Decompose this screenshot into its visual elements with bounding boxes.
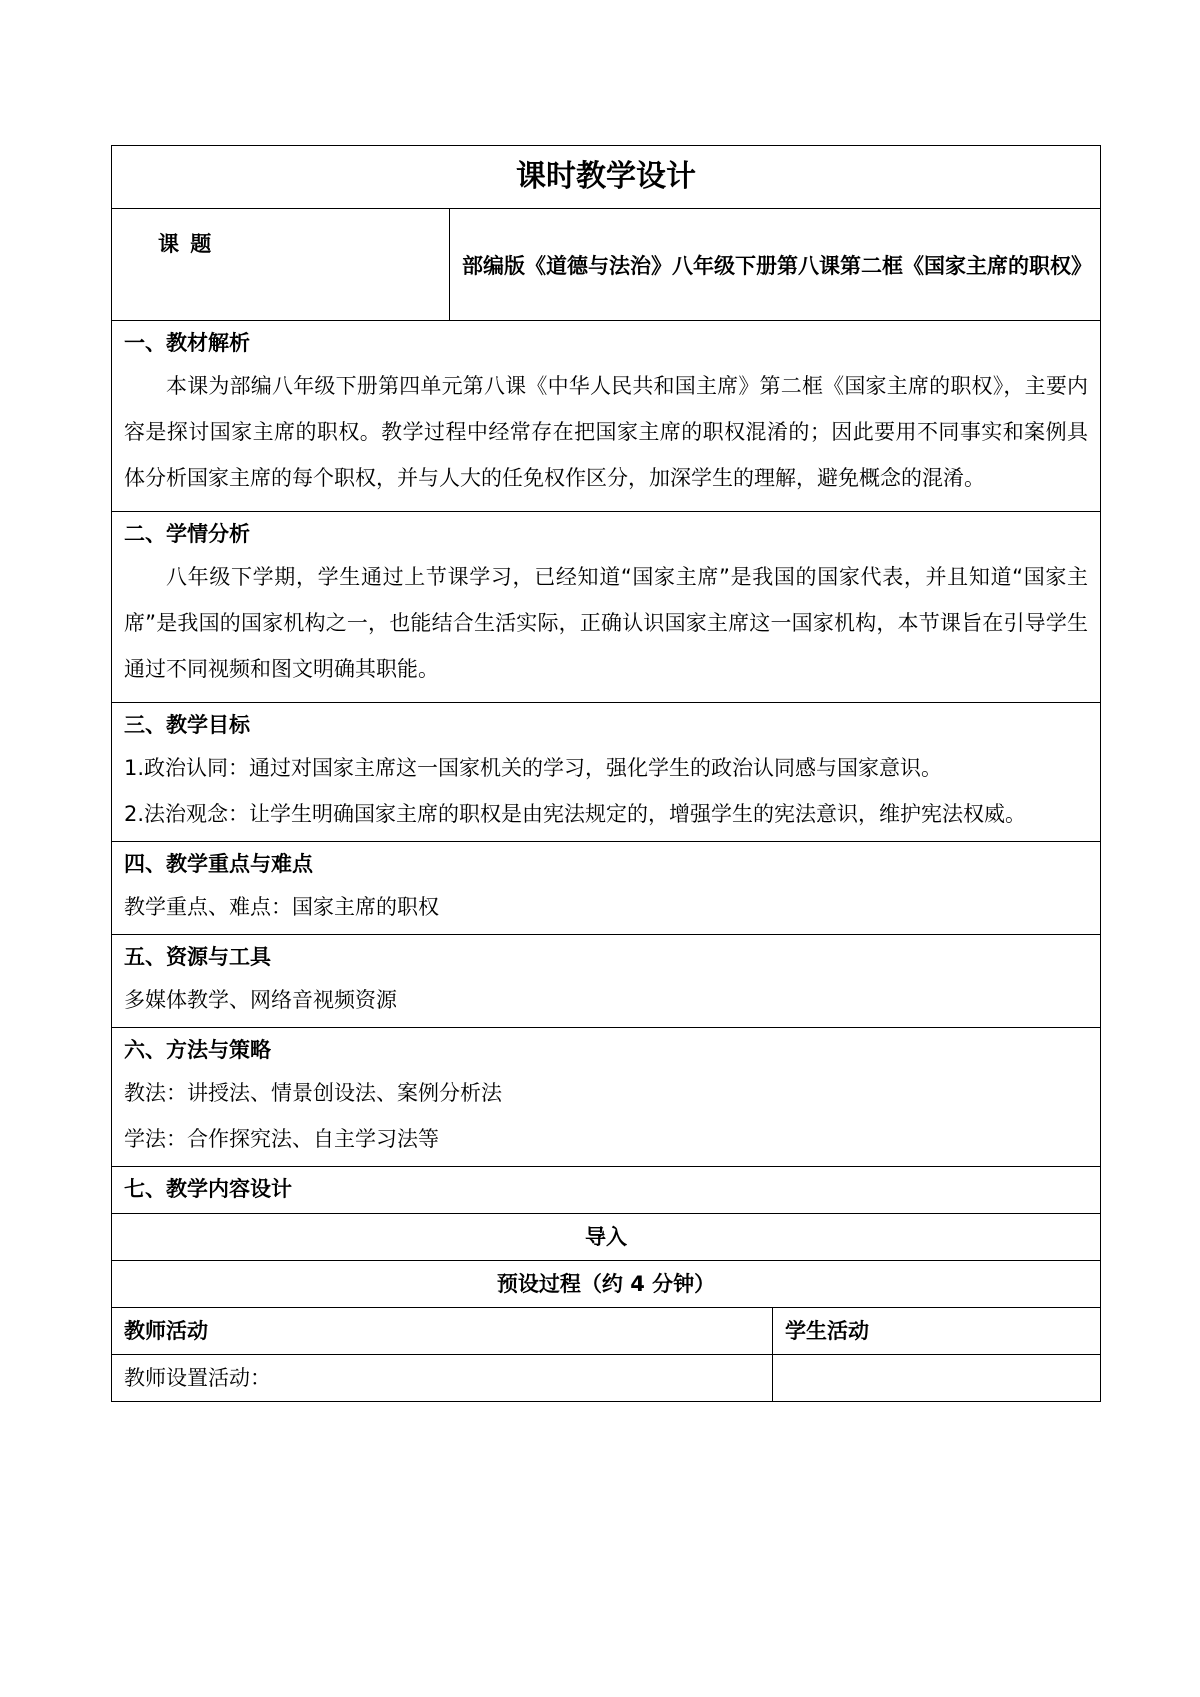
section-heading: 六、方法与策略 (124, 1038, 271, 1062)
method-line: 学法：合作探究法、自主学习法等 (124, 1127, 439, 1151)
section-paragraph: 本课为部编八年级下册第四单元第八课《中华人民共和国主席》第二框《国家主席的职权》，主要内容是探讨国家主席的职权。教学过程中经常存在把国家主席的职权混淆的；因此要用不同事实和案例具体分析国家主席的每个职权，并与人大的任免权作区分，加深学生的理解，避免概念的混淆。 (124, 374, 1089, 490)
section-heading: 三、教学目标 (124, 713, 250, 737)
section-heading: 二、学情分析 (124, 522, 250, 546)
method-line: 教法：讲授法、情景创设法、案例分析法 (124, 1081, 502, 1105)
topic-value: 部编版《道德与法治》八年级下册第八课第二框《国家主席的职权》 (450, 209, 1101, 321)
document-title: 课时教学设计 (112, 146, 1101, 209)
student-activity-header: 学生活动 (773, 1308, 1101, 1355)
section-heading: 一、教材解析 (124, 331, 250, 355)
intro-row: 导入 (112, 1214, 1101, 1261)
section-textbook-analysis (112, 321, 1101, 512)
section-heading: 五、资源与工具 (124, 945, 271, 969)
lesson-design-table (111, 145, 1101, 1402)
section-student-analysis (112, 512, 1101, 703)
section-paragraph: 八年级下学期，学生通过上节课学习，已经知道“国家主席”是我国的国家代表，并且知道“国家主席”是我国的国家机构之一，也能结合生活实际，正确认识国家主席这一国家机构，本节课旨在引导学生通过不同视频和图文明确其职能。 (124, 565, 1089, 681)
section-heading: 四、教学重点与难点 (124, 852, 313, 876)
section-teaching-goals (112, 703, 1101, 842)
section-content-design (112, 1167, 1101, 1214)
section-line: 多媒体教学、网络音视频资源 (124, 988, 397, 1012)
section-resources (112, 935, 1101, 1028)
section-heading: 七、教学内容设计 (124, 1177, 292, 1201)
section-key-points (112, 842, 1101, 935)
teacher-activity-cell: 教师设置活动： (112, 1355, 773, 1402)
process-row: 预设过程（约 4 分钟） (112, 1261, 1101, 1308)
teacher-activity-header: 教师活动 (112, 1308, 773, 1355)
goal-item: 1.政治认同：通过对国家主席这一国家机关的学习，强化学生的政治认同感与国家意识。 (124, 756, 943, 780)
topic-label: 课 题 (112, 209, 450, 321)
goal-item: 2.法治观念：让学生明确国家主席的职权是由宪法规定的，增强学生的宪法意识，维护宪法权威。 (124, 802, 1027, 826)
section-methods (112, 1028, 1101, 1167)
section-line: 教学重点、难点：国家主席的职权 (124, 895, 439, 919)
student-activity-cell (773, 1355, 1101, 1402)
